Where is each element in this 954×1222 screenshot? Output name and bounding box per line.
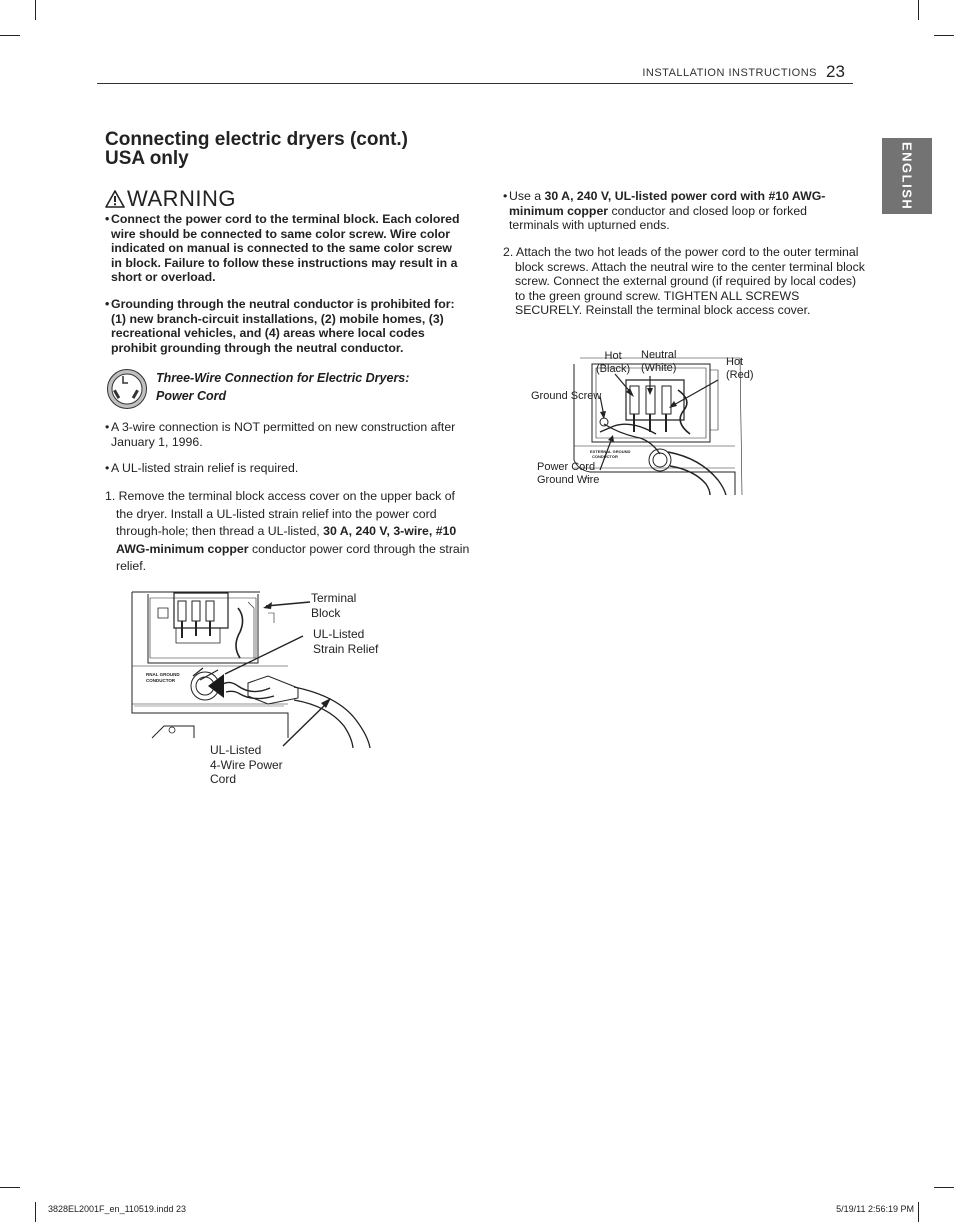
warning-triangle-icon — [105, 190, 125, 208]
label-line: Ground Wire — [537, 474, 600, 486]
footer-file-info: 3828EL2001F_en_110519.indd 23 — [48, 1204, 186, 1214]
page-number: 23 — [826, 62, 845, 81]
three-wire-bullet: • A UL-listed strain relief is required. — [105, 461, 463, 476]
step-2: 2. Attach the two hot leads of the power cord to the outer terminal block screws. Attach the neutral wire to the center terminal block screw. Connect the external ground (if required by local codes) to the green ground screw. TIGHTEN ALL SCREWS SECURELY. Reinstall the terminal block access cover. — [503, 245, 865, 317]
header-rule — [97, 83, 853, 84]
crop-mark — [35, 1202, 36, 1222]
crop-mark — [918, 1202, 919, 1222]
panel-text-1: RNAL GROUND — [146, 672, 180, 677]
crop-mark — [918, 0, 919, 20]
panel-text-1: EXTERNAL GROUND — [590, 449, 631, 454]
step-1 — [105, 488, 472, 576]
page-title — [105, 130, 408, 168]
language-tab: ENGLISH — [882, 138, 932, 214]
label-line: Neutral — [641, 349, 677, 361]
label-ground-screw: Ground Screw — [531, 390, 602, 402]
label-line: Hot — [604, 350, 622, 362]
warning-title: WARNING — [127, 186, 237, 211]
label-neutral-white — [641, 349, 676, 375]
three-wire-bullet-text: A 3-wire connection is NOT permitted on new construction after January 1, 1996. — [111, 420, 456, 449]
warning-heading — [105, 186, 236, 212]
crop-mark — [0, 1187, 20, 1188]
label-power-cord-ground — [537, 461, 599, 487]
warning-bullet: • Grounding through the neutral conductor is prohibited for: (1) new branch-circuit installations, (2) mobile homes, (3) recreational vehicles, and (4) areas where local codes prohibit grounding through the neutral conductor. — [105, 297, 460, 355]
title-line-2: USA only — [105, 148, 189, 169]
crop-mark — [934, 1187, 954, 1188]
label-line: UL-Listed — [210, 743, 262, 757]
label-hot-black — [596, 350, 630, 376]
warning-bullet-text: Connect the power cord to the terminal block. Each colored wire should be connected to same color screw. Wire color indicated on manual is connected to the same color screw in block. Failure to follow these instructions may result in a short or overload. — [111, 212, 460, 284]
header-section: INSTALLATION INSTRUCTIONS — [642, 67, 817, 79]
label-line: 4-Wire Power — [210, 757, 283, 772]
label-line: (Red) — [726, 369, 754, 381]
crop-mark — [934, 35, 954, 36]
warning-bullet: • Connect the power cord to the terminal block. Each colored wire should be connected to same color screw. Wire color indicated on manual is connected to the same color screw in block. Failure to follow these instructions may result in a short or overload. — [105, 212, 460, 284]
cord-spec-text-end: conductor and closed loop or forked terminals with upturned ends. — [509, 203, 808, 232]
step-1-text: 1. Remove the terminal block access cover on the upper back of the dryer. Install a UL-listed strain relief into the power cord through-hole; then thread a UL-listed, — [105, 489, 455, 539]
label-line: Hot — [726, 356, 744, 368]
cord-spec-bold: 30 A, 240 V, UL-listed power cord with #10 AWG-minimum copper — [509, 189, 826, 218]
label-line: UL-Listed — [313, 627, 365, 641]
label-line: Block — [311, 605, 341, 620]
step-1-text-end: conductor power cord through the strain relief. — [116, 541, 470, 574]
label-line: (White) — [641, 362, 677, 374]
cord-spec-bullet: • Use a 30 A, 240 V, UL-listed power cord with #10 AWG-minimum copper conductor and closed loop or forked terminals with upturned ends. — [503, 189, 826, 232]
label-line: Terminal — [311, 591, 357, 605]
panel-text-2: CONDUCTOR — [146, 678, 176, 683]
warning-bullet-text: Grounding through the neutral conductor is prohibited for: (1) new branch-circuit installations, (2) mobile homes, (3) recreational vehicles, and (4) areas where local codes prohibit grounding through the neutral conductor. — [111, 297, 455, 355]
title-line-1: Connecting electric dryers (cont.) — [105, 129, 409, 150]
three-wire-plug-icon — [106, 368, 148, 410]
label-terminal-block — [311, 591, 356, 620]
label-line: Cord — [210, 772, 237, 786]
three-wire-bullet-text: A UL-listed strain relief is required. — [111, 461, 299, 475]
label-line: Strain Relief — [313, 641, 379, 656]
step-1-spec: 30 A, 240 V, 3-wire, #10 AWG-minimum copper — [116, 524, 457, 556]
label-line: Power Cord — [537, 461, 596, 473]
footer-timestamp: 5/19/11 2:56:19 PM — [836, 1204, 914, 1214]
three-wire-bullet: • A 3-wire connection is NOT permitted on new construction after January 1, 1996. — [105, 420, 463, 449]
panel-text-2: CONDUCTOR — [592, 454, 618, 459]
three-wire-heading: Three-Wire Connection for Electric Dryers: Power Cord — [156, 371, 410, 403]
label-line: (Black) — [596, 363, 631, 375]
label-strain-relief — [313, 627, 378, 656]
crop-mark — [35, 0, 36, 20]
label-hot-red — [726, 356, 754, 382]
cord-spec-text: Use a — [509, 189, 545, 203]
label-power-cord — [210, 743, 283, 787]
crop-mark — [0, 35, 20, 36]
